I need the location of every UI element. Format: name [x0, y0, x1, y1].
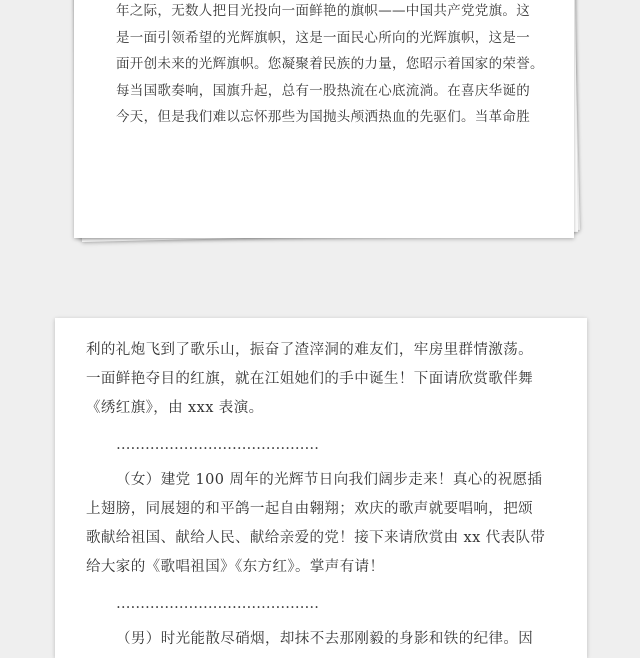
- text-line: （男）时光能散尽硝烟，却抹不去那刚毅的身影和铁的纪律。因: [116, 631, 534, 647]
- text-line: 每当国歌奏响，国旗升起，总有一股热流在心底流淌。在喜庆华诞的: [116, 82, 530, 99]
- top-page: [74, 0, 574, 238]
- text-line: 《绣红旗》，由 xxx 表演。: [86, 400, 264, 416]
- dotted-separator: ……………………………………: [116, 596, 319, 612]
- text-line: 上翅膀，同展翅的和平鸽一起自由翱翔；欢庆的歌声就要唱响，把颂: [86, 501, 533, 517]
- text-line: 年之际，无数人把目光投向一面鲜艳的旗帜——中国共产党党旗。这: [116, 3, 530, 19]
- text-line: 一面鲜艳夺目的红旗，就在江姐她们的手中诞生！下面请欣赏歌伴舞: [86, 371, 533, 387]
- text-line: （女）建党 100 周年的光辉节日向我们阔步走来！真心的祝愿插: [116, 472, 543, 488]
- bottom-page: [55, 318, 587, 658]
- text-line: 利的礼炮飞到了歌乐山，振奋了渣滓洞的难友们，牢房里群情激荡。: [86, 342, 533, 358]
- text-line: 面开创未来的光辉旗帜。您凝聚着民族的力量，您昭示着国家的荣誉。: [116, 56, 544, 72]
- text-line: 是一面引领希望的光辉旗帜，这是一面民心所向的光辉旗帜，这是一: [116, 29, 530, 46]
- text-line: 给大家的《歌唱祖国》《东方红》。掌声有请！: [86, 559, 385, 575]
- text-line: 歌献给祖国、献给人民、献给亲爱的党！接下来请欣赏由 xx 代表队带: [86, 530, 546, 546]
- dotted-separator: ……………………………………: [116, 437, 319, 453]
- text-line: 今天，但是我们难以忘怀那些为国抛头颅洒热血的先驱们。当革命胜: [116, 109, 530, 125]
- top-page-body: [116, 0, 548, 131]
- bottom-page-body: [86, 336, 558, 654]
- top-page-stack: [70, 0, 580, 240]
